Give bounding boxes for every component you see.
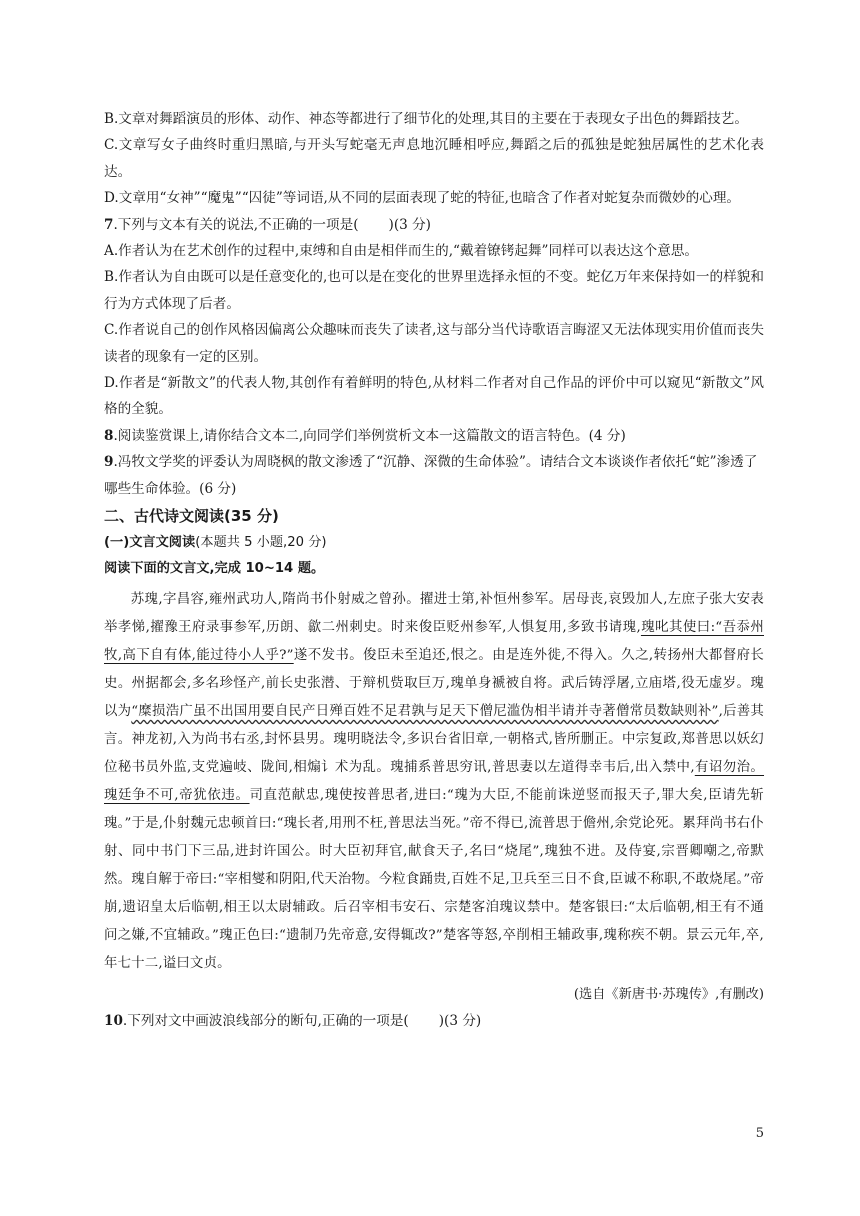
question-8 <box>104 423 764 449</box>
q7-option-b: B.作者认为自由既可以是任意变化的,也可以是在变化的世界里选择永恒的不变。蛇亿万年来保持如一的样貌和行为方式体现了后者。 <box>104 269 764 312</box>
q7-option-d: D.作者是“新散文”的代表人物,其创作有着鲜明的特色,从材料二作者对自己作品的评价中可以窥见“新散文”风格的全貌。 <box>104 375 764 418</box>
subsection-note: (本题共 5 小题,20 分) <box>195 535 327 551</box>
classical-passage <box>104 586 764 978</box>
question-10-stem-text: .下列对文中画波浪线部分的断句,正确的一项是( <box>122 1013 409 1030</box>
reading-prompt: 阅读下面的文言文,完成 10~14 题。 <box>104 561 325 577</box>
passage-part-3: ,后善其言。神龙初,入为尚书右丞,封怀县男。瑰明晓法令,多识台省旧章,一朝格式,皆所删正。中宗复政,郑普思以妖幻位秘书员外监,支党遍岐、陇间,相煽讠术为乱。瑰捕系普思穷讯,普思妻以左道得幸韦后,出入禁中, <box>104 704 764 776</box>
question-7-stem <box>104 212 764 238</box>
question-7-points: )(3 分) <box>388 216 431 233</box>
q6-option-d: D.文章用“女神”“魔鬼”“囚徒”等词语,从不同的层面表现了蛇的特征,也暗含了作者对蛇复杂而微妙的心理。 <box>104 190 741 207</box>
page-number: 5 <box>755 1126 764 1141</box>
question-10-points: )(3 分) <box>438 1013 482 1030</box>
question-8-text: .阅读鉴赏课上,请你结合文本二,向同学们举例赏析文本一这篇散文的语言特色。(4 分) <box>113 427 626 444</box>
passage-part-2: 遂不发书。俊臣未至追还,恨之。由是连外徙,不得入。久之,转扬州大都督府长史。州据都会,多名珍怪产,前长史张潜、于辩机赀取巨万,瑰单身褫被自将。武后铸浮屠,立庙塔,役无虚岁。瑰以为 <box>104 648 764 720</box>
passage-part-4: 司直范献忠,瑰使按普思者,进曰:“瑰为大臣,不能前诛逆竖而报天子,罪大矣,臣请先斩瑰。”于是,仆射魏元忠顿首曰:“瑰长者,用刑不枉,普思法当死。”帝不得已,流普思于儋州,余党论死。累拜尚书右仆射、同中书门下三品,进封许国公。时大臣初拜官,献食天子,名曰“烧尾”,瑰独不进。及侍宴,宗晋卿嘲之,帝默然。瑰自解于帝曰:“宰相燮和阴阳,代天治物。今粒食踊贵,百姓不足,卫兵至三日不食,臣诚不称职,不敢烧尾。”帝崩,遗诏皇太后临朝,相王以太尉辅政。后召宰相韦安石、宗楚客洎瑰议禁中。楚客银曰:“太后临朝,相王有不通问之嫌,不宜辅政。”瑰正色曰:“遗制乃先帝意,安得辄改?”楚客等怒,卒削相王辅政事,瑰称疾不朝。景云元年,卒,年七十二,谥曰文贞。 <box>104 788 764 972</box>
passage-source: (选自《新唐书·苏瑰传》,有删改) <box>573 987 764 1003</box>
subsection-heading <box>104 530 764 556</box>
question-9-number: 9 <box>104 454 114 471</box>
question-10-stem <box>104 1008 764 1034</box>
question-9-text: .冯牧文学奖的评委认为周晓枫的散文渗透了“沉静、深微的生命体验”。请结合文本谈谈作者依托“蛇”渗透了哪些生命体验。(6 分) <box>104 454 758 497</box>
underlined-sentence-1: 瑰叱其使曰:“吾忝州牧,高下自有体,能过待小人乎?” <box>104 620 764 664</box>
question-7-number: 7 <box>104 216 114 233</box>
wavy-underlined-sentence: “糜损浩广虽不出国用要自民产日殚百姓不足君孰与足天下僧尼滥伪相半请并寺著僧常员数缺则补” <box>131 704 719 720</box>
page-content <box>104 106 764 1035</box>
question-8-number: 8 <box>104 427 114 444</box>
underlined-sentence-2: 有诏勿治。瑰廷争不可,帝犹依违。 <box>104 760 765 804</box>
subsection-title: (一)文言文阅读 <box>104 535 196 551</box>
question-9 <box>104 449 764 502</box>
q6-option-c: C.文章写女子曲终时重归黑暗,与开头写蛇毫无声息地沉睡相呼应,舞蹈之后的孤独是蛇独居属性的艺术化表达。 <box>104 137 764 180</box>
q7-option-c: C.作者说自己的创作风格因偏离公众趣味而丧失了读者,这与部分当代诗歌语言晦涩又无法体现实用价值而丧失读者的现象有一定的区别。 <box>104 322 764 365</box>
section-heading: 二、古代诗文阅读(35 分) <box>104 507 279 526</box>
q6-option-b: B.文章对舞蹈演员的形体、动作、神态等都进行了细节化的处理,其目的主要在于表现女子出色的舞蹈技艺。 <box>104 111 748 127</box>
question-10-number: 10 <box>104 1013 123 1030</box>
q7-option-a: A.作者认为在艺术创作的过程中,束缚和自由是相伴而生的,“戴着镣铐起舞”同样可以表达这个意思。 <box>104 243 699 260</box>
question-7-stem-text: .下列与文本有关的说法,不正确的一项是( <box>113 216 359 233</box>
passage-part-1: 苏瑰,字昌容,雍州武功人,隋尚书仆射威之曾孙。擢进士第,补恒州参军。居母丧,哀毁加人,左庶子张大安表举孝悌,擢豫王府录事参军,历朗、歙二州刺史。时来俊臣贬州参军,人惧复用,多致书请瑰, <box>104 592 764 636</box>
